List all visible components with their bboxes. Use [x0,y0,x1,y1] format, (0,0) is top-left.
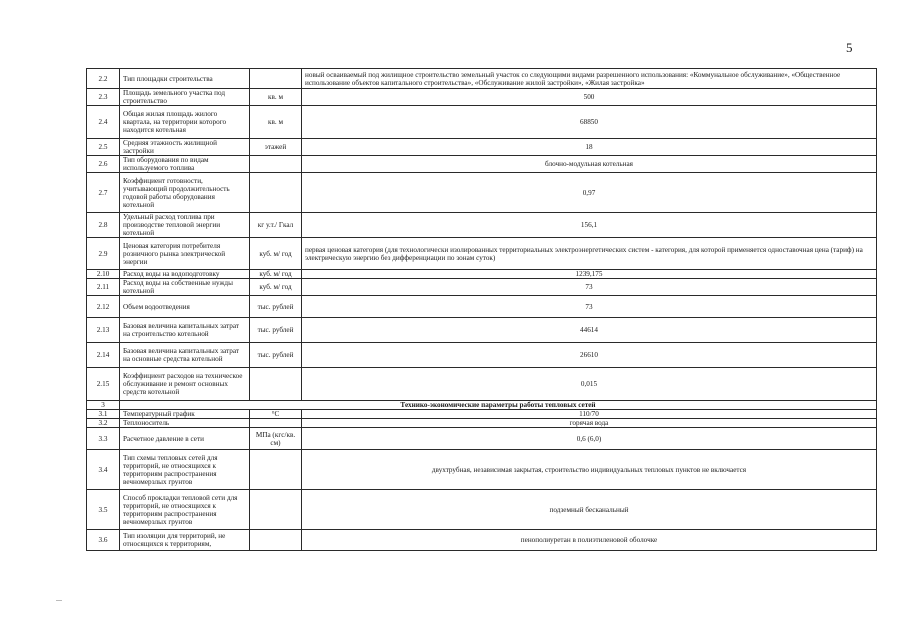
value-cell: 73 [302,279,877,296]
value-cell: новый осваиваемый под жилищное строительство земельный участок со следующими видами разрешенного использования: «Коммунальное обслуживание», «Общественное использование объектов капитального строительства», «Обслуживание жилой застройки», «Жилая застройка» [302,69,877,89]
value-cell: двухтрубная, независимая закрытая, строительство индивидуальных тепловых пунктов не включается [302,450,877,490]
value-cell: 0,6 (6,0) [302,428,877,450]
parameter-name: Тип площадки строительства [120,69,250,89]
table-row [87,69,877,89]
value-cell: подземный бесканальный [302,490,877,530]
unit-cell: °С [250,410,302,419]
table-row [87,270,877,279]
row-number: 2.5 [87,139,120,156]
value-cell: 26610 [302,343,877,368]
unit-cell [250,173,302,213]
row-number: 2.6 [87,156,120,173]
scan-artifact [56,600,62,601]
table-row [87,296,877,318]
parameter-name: Коэффициент готовности, учитывающий продолжительность годовой работы оборудования котельной [120,173,250,213]
unit-cell: тыс. рублей [250,343,302,368]
unit-cell: кв. м [250,89,302,106]
value-cell: 156,1 [302,213,877,238]
value-cell: 73 [302,296,877,318]
unit-cell: кг у.т./ Гкал [250,213,302,238]
table-body [87,69,877,551]
table-row [87,419,877,428]
table-row [87,490,877,530]
row-number: 2.12 [87,296,120,318]
unit-cell [250,530,302,551]
parameter-name: Расход воды на собственные нужды котельной [120,279,250,296]
table-row [87,279,877,296]
parameter-name: Теплоноситель [120,419,250,428]
table-row [87,106,877,139]
value-cell: 0,015 [302,368,877,401]
row-number: 3.6 [87,530,120,551]
value-cell: 0,97 [302,173,877,213]
table-row [87,410,877,419]
parameter-name: Общая жилая площадь жилого квартала, на территории которого находится котельная [120,106,250,139]
row-number: 2.15 [87,368,120,401]
unit-cell: тыс. рублей [250,296,302,318]
row-number: 2.11 [87,279,120,296]
value-cell: 110/70 [302,410,877,419]
value-cell: пенополиуретан в полиэтиленовой оболочке [302,530,877,551]
parameter-name: Температурный график [120,410,250,419]
page-number: 5 [846,40,853,55]
unit-cell: кв. м [250,106,302,139]
value-cell: 1239,175 [302,270,877,279]
table-row [87,213,877,238]
value-cell: первая ценовая категория (для технологически изолированных территориальных электроэнергетических систем - категория, для которой применяется одноставочная цена (тариф) на электрическую энергию без дифференциации по зонам суток) [302,238,877,270]
parameter-name: Тип оборудования по видам используемого топлива [120,156,250,173]
unit-cell [250,368,302,401]
row-number: 3 [87,401,120,410]
parameters-table [86,68,877,551]
parameter-name: Средняя этажность жилищной застройки [120,139,250,156]
table-row [87,156,877,173]
parameter-name: Тип схемы тепловых сетей для территорий, не относящихся к территориям распространения вечномерзлых грунтов [120,450,250,490]
unit-cell: куб. м/ год [250,270,302,279]
table-row [87,238,877,270]
unit-cell [250,490,302,530]
table-row [87,173,877,213]
unit-cell [250,450,302,490]
parameter-name: Способ прокладки тепловой сети для территорий, не относящихся к территориям распространения вечномерзлых грунтов [120,490,250,530]
row-number: 2.4 [87,106,120,139]
parameter-name: Площадь земельного участка под строительство [120,89,250,106]
row-number: 2.9 [87,238,120,270]
value-cell: 18 [302,139,877,156]
row-number: 3.1 [87,410,120,419]
row-number: 2.2 [87,69,120,89]
value-cell: горячая вода [302,419,877,428]
unit-cell: этажей [250,139,302,156]
table-row [87,368,877,401]
unit-cell [250,156,302,173]
section-header-row [87,401,877,410]
value-cell: 44614 [302,318,877,343]
table-row [87,428,877,450]
parameter-name: Расчетное давление в сети [120,428,250,450]
row-number: 3.4 [87,450,120,490]
table-row [87,318,877,343]
table-row [87,343,877,368]
row-number: 2.8 [87,213,120,238]
parameter-name: Объем водоотведения [120,296,250,318]
parameter-name: Расход воды на водоподготовку [120,270,250,279]
row-number: 3.5 [87,490,120,530]
unit-cell: тыс. рублей [250,318,302,343]
table-row [87,450,877,490]
row-number: 3.3 [87,428,120,450]
value-cell: 68850 [302,106,877,139]
section-title: Технико-экономические параметры работы тепловых сетей [120,401,877,410]
table-row [87,139,877,156]
unit-cell: куб. м/ год [250,238,302,270]
unit-cell: МПа (кгс/кв. см) [250,428,302,450]
row-number: 2.10 [87,270,120,279]
row-number: 3.2 [87,419,120,428]
table-row [87,530,877,551]
row-number: 2.14 [87,343,120,368]
parameter-name: Коэффициент расходов на техническое обслуживание и ремонт основных средств котельной [120,368,250,401]
row-number: 2.3 [87,89,120,106]
unit-cell [250,69,302,89]
row-number: 2.13 [87,318,120,343]
value-cell: блочно-модульная котельная [302,156,877,173]
unit-cell [250,419,302,428]
table-row [87,89,877,106]
row-number: 2.7 [87,173,120,213]
parameter-name: Удельный расход топлива при производстве тепловой энергии котельной [120,213,250,238]
parameter-name: Базовая величина капитальных затрат на строительство котельной [120,318,250,343]
parameter-name: Ценовая категория потребителя розничного рынка электрической энергии [120,238,250,270]
parameter-name: Базовая величина капитальных затрат на основные средства котельной [120,343,250,368]
value-cell: 500 [302,89,877,106]
parameter-name: Тип изоляции для территорий, не относящихся к территориям, [120,530,250,551]
unit-cell: куб. м/ год [250,279,302,296]
